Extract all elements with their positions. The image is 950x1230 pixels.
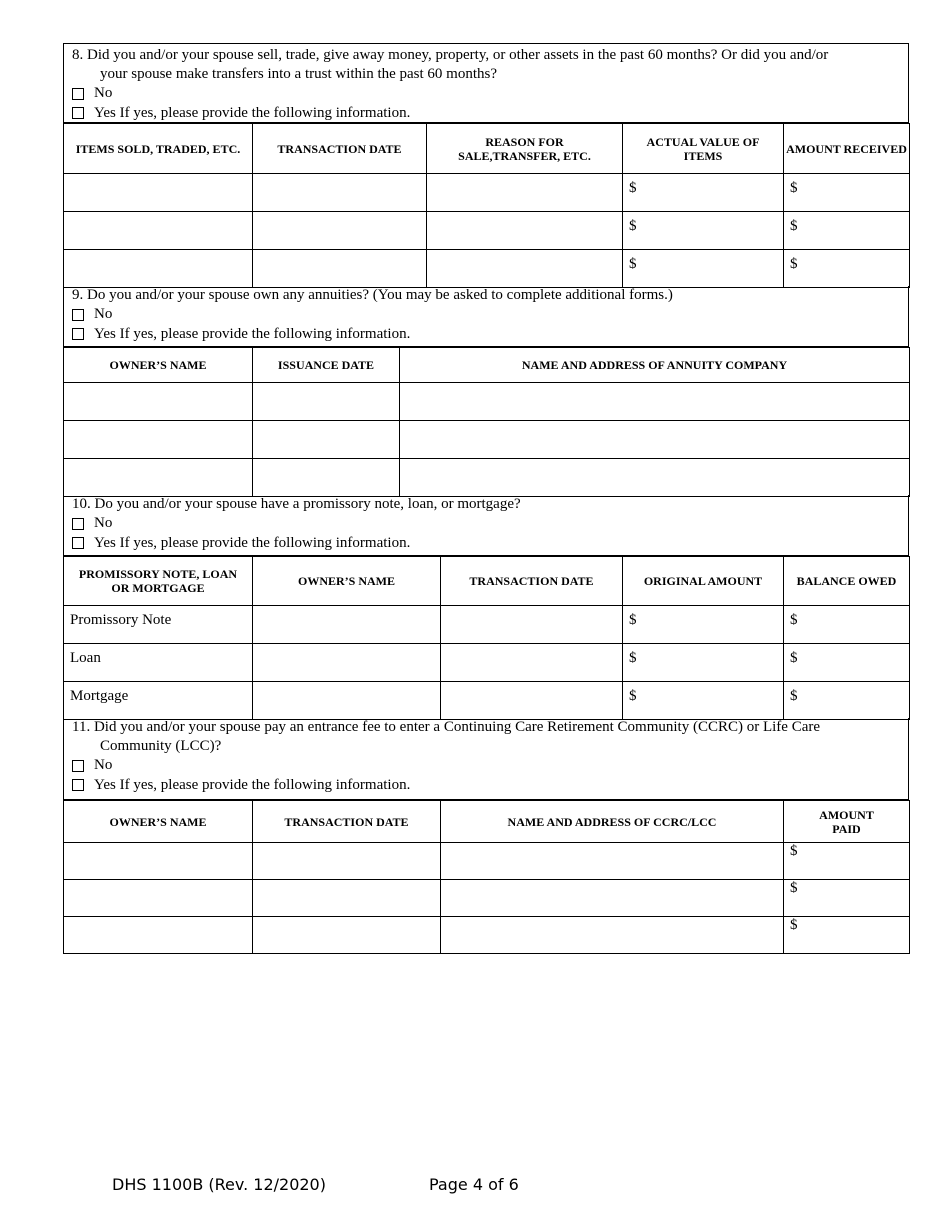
q9-no-checkbox[interactable] — [72, 309, 84, 321]
q8-no-option[interactable] — [72, 84, 900, 104]
q10-original-cell[interactable]: $ — [623, 644, 784, 682]
q11-amount-cell[interactable]: $ — [784, 843, 910, 880]
q8-cell[interactable] — [253, 174, 427, 212]
q8-cell[interactable] — [64, 212, 253, 250]
question-10 — [63, 495, 909, 556]
q8-header-reason: REASON FOR SALE,TRANSFER, ETC. — [427, 124, 623, 174]
q11-header-date: TRANSACTION DATE — [253, 801, 441, 843]
q10-row-label: Promissory Note — [64, 606, 253, 644]
q9-yes-label: Yes If yes, please provide the following information. — [94, 325, 411, 342]
table-row — [64, 917, 910, 954]
q11-cell[interactable] — [253, 880, 441, 917]
q10-yes-option[interactable] — [72, 534, 900, 554]
q10-row-label: Mortgage — [64, 682, 253, 720]
table-row — [64, 459, 910, 497]
q10-balance-cell[interactable]: $ — [784, 682, 910, 720]
q10-cell[interactable] — [253, 606, 441, 644]
q10-cell[interactable] — [253, 682, 441, 720]
q10-cell[interactable] — [441, 606, 623, 644]
q8-cell[interactable] — [427, 174, 623, 212]
q9-cell[interactable] — [400, 459, 910, 497]
q9-no-label: No — [94, 306, 113, 323]
q8-table — [63, 123, 910, 288]
q11-yes-checkbox[interactable] — [72, 779, 84, 791]
q10-header-type: PROMISSORY NOTE, LOAN OR MORTGAGE — [64, 557, 253, 606]
q11-cell[interactable] — [64, 880, 253, 917]
q8-value-cell[interactable]: $ — [623, 212, 784, 250]
q11-cell[interactable] — [441, 843, 784, 880]
q9-cell[interactable] — [400, 421, 910, 459]
q8-yes-label: Yes If yes, please provide the following information. — [94, 104, 411, 121]
q10-table — [63, 556, 910, 720]
q8-cell[interactable] — [253, 250, 427, 288]
q8-yes-checkbox[interactable] — [72, 107, 84, 119]
question-11 — [63, 718, 909, 800]
question-9 — [63, 286, 909, 347]
question-11-text-cont: Community (LCC)? — [100, 738, 222, 754]
table-row — [64, 250, 910, 288]
q10-no-label: No — [94, 515, 113, 532]
q8-value-cell[interactable]: $ — [623, 250, 784, 288]
q11-amount-cell[interactable]: $ — [784, 917, 910, 954]
q9-cell[interactable] — [64, 383, 253, 421]
form-id: DHS 1100B (Rev. 12/2020) — [112, 1175, 326, 1194]
q10-balance-cell[interactable]: $ — [784, 644, 910, 682]
q9-cell[interactable] — [64, 421, 253, 459]
q8-value-cell[interactable]: $ — [623, 174, 784, 212]
q11-cell[interactable] — [441, 880, 784, 917]
question-8-text-cont: your spouse make transfers into a trust within the past 60 months? — [100, 66, 498, 82]
q9-cell[interactable] — [253, 421, 400, 459]
q10-yes-label: Yes If yes, please provide the following information. — [94, 534, 411, 551]
q10-cell[interactable] — [253, 644, 441, 682]
q8-cell[interactable] — [253, 212, 427, 250]
q10-header-original: ORIGINAL AMOUNT — [623, 557, 784, 606]
q11-cell[interactable] — [64, 917, 253, 954]
page-number: Page 4 of 6 — [429, 1175, 519, 1194]
q11-yes-option[interactable] — [72, 776, 900, 796]
table-row — [64, 880, 910, 917]
q10-cell[interactable] — [441, 644, 623, 682]
q8-no-label: No — [94, 85, 113, 102]
q10-header-balance: BALANCE OWED — [784, 557, 910, 606]
question-11-text: 11. Did you and/or your spouse pay an entrance fee to enter a Continuing Care Retirement Community (CCRC) or Life Care — [72, 719, 821, 735]
q10-header-owner: OWNER’S NAME — [253, 557, 441, 606]
question-8 — [63, 43, 909, 123]
q9-no-option[interactable] — [72, 305, 900, 325]
table-row — [64, 682, 910, 720]
q10-row-label: Loan — [64, 644, 253, 682]
q10-no-option[interactable] — [72, 514, 900, 534]
q8-cell[interactable] — [64, 250, 253, 288]
q11-no-option[interactable] — [72, 756, 900, 776]
q9-cell[interactable] — [253, 383, 400, 421]
q8-received-cell[interactable]: $ — [784, 212, 910, 250]
q9-cell[interactable] — [253, 459, 400, 497]
table-row — [64, 843, 910, 880]
q9-yes-option[interactable] — [72, 325, 900, 345]
q10-cell[interactable] — [441, 682, 623, 720]
q10-original-cell[interactable]: $ — [623, 682, 784, 720]
q9-cell[interactable] — [64, 459, 253, 497]
q9-header-company: NAME AND ADDRESS OF ANNUITY COMPANY — [400, 348, 910, 383]
q11-amount-cell[interactable]: $ — [784, 880, 910, 917]
table-row — [64, 421, 910, 459]
table-row — [64, 644, 910, 682]
q11-header-address: NAME AND ADDRESS OF CCRC/LCC — [441, 801, 784, 843]
q10-yes-checkbox[interactable] — [72, 537, 84, 549]
q10-original-cell[interactable]: $ — [623, 606, 784, 644]
q11-cell[interactable] — [253, 843, 441, 880]
q11-cell[interactable] — [64, 843, 253, 880]
q8-header-items: ITEMS SOLD, TRADED, ETC. — [64, 124, 253, 174]
q8-cell[interactable] — [427, 250, 623, 288]
q8-no-checkbox[interactable] — [72, 88, 84, 100]
q10-header-date: TRANSACTION DATE — [441, 557, 623, 606]
table-row — [64, 174, 910, 212]
q11-table — [63, 800, 910, 954]
q8-cell[interactable] — [427, 212, 623, 250]
q8-header-value: ACTUAL VALUE OF ITEMS — [623, 124, 784, 174]
q8-received-cell[interactable]: $ — [784, 250, 910, 288]
table-row — [64, 383, 910, 421]
q11-header-owner: OWNER’S NAME — [64, 801, 253, 843]
q9-cell[interactable] — [400, 383, 910, 421]
q8-header-received: AMOUNT RECEIVED — [784, 124, 910, 174]
table-row — [64, 212, 910, 250]
table-row — [64, 606, 910, 644]
q9-header-issuance: ISSUANCE DATE — [253, 348, 400, 383]
q11-cell[interactable] — [253, 917, 441, 954]
q9-yes-checkbox[interactable] — [72, 328, 84, 340]
q8-received-cell[interactable]: $ — [784, 174, 910, 212]
question-8-text: 8. Did you and/or your spouse sell, trade, give away money, property, or other assets in the past 60 months? Or did you and/or — [72, 47, 829, 63]
q10-no-checkbox[interactable] — [72, 518, 84, 530]
q11-no-label: No — [94, 757, 113, 774]
q9-table — [63, 347, 910, 497]
q10-balance-cell[interactable]: $ — [784, 606, 910, 644]
q8-cell[interactable] — [64, 174, 253, 212]
q11-no-checkbox[interactable] — [72, 760, 84, 772]
q8-yes-option[interactable] — [72, 104, 900, 124]
q11-yes-label: Yes If yes, please provide the following information. — [94, 776, 411, 793]
question-10-text: 10. Do you and/or your spouse have a promissory note, loan, or mortgage? — [72, 496, 521, 512]
question-9-text: 9. Do you and/or your spouse own any annuities? (You may be asked to complete additional forms.) — [72, 287, 673, 303]
q11-header-amount: AMOUNT PAID — [784, 801, 910, 843]
q8-header-date: TRANSACTION DATE — [253, 124, 427, 174]
q9-header-owner: OWNER’S NAME — [64, 348, 253, 383]
q11-cell[interactable] — [441, 917, 784, 954]
